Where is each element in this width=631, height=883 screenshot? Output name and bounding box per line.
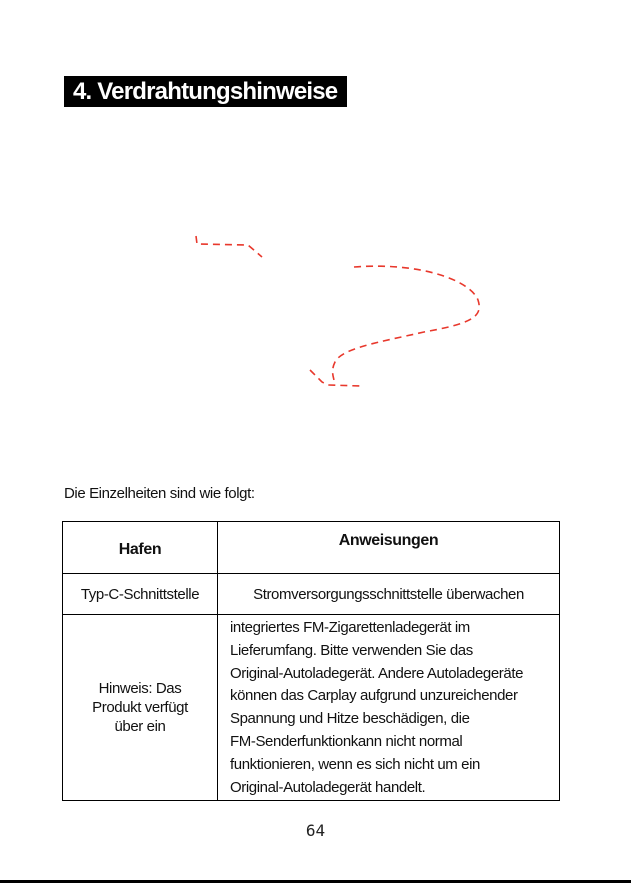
cable-route-main	[333, 266, 480, 380]
column-header-instructions: Anweisungen	[218, 522, 560, 574]
instruction-line: FM-Senderfunktionkann nicht normal	[230, 732, 463, 750]
instruction-line: Lieferumfang. Bitte verwenden Sie das	[230, 641, 473, 659]
port-cell: Typ-C-Schnittstelle	[63, 574, 218, 615]
column-header-port: Hafen	[63, 522, 218, 574]
instruction-line: integriertes FM-Zigarettenladegerät im	[230, 619, 470, 636]
cable-route-upper	[196, 236, 262, 257]
table-header-row	[63, 522, 560, 574]
instruction-line: Spannung und Hitze beschädigen, die	[230, 710, 470, 728]
note-cell: Hinweis: Das Produkt verfügt über ein	[63, 615, 218, 801]
wiring-table	[62, 521, 560, 801]
cable-route-end	[310, 370, 360, 386]
intro-text: Die Einzelheiten sind wie folgt:	[64, 485, 255, 502]
page-number: 64	[305, 821, 326, 840]
instruction-line: Original-Autoladegerät handelt.	[230, 778, 426, 796]
table-row	[63, 574, 560, 615]
instruction-line: Original-Autoladegerät. Andere Autoladegeräte	[230, 664, 524, 682]
instruction-cell	[218, 615, 560, 801]
table-row	[63, 615, 560, 801]
section-title: 4. Verdrahtungshinweise	[64, 76, 347, 107]
instruction-line: können das Carplay aufgrund unzureichender	[230, 687, 518, 705]
instruction-line: funktionieren, wenn es sich nicht um ein	[230, 755, 480, 773]
instruction-cell: Stromversorgungsschnittstelle überwachen	[218, 574, 560, 615]
